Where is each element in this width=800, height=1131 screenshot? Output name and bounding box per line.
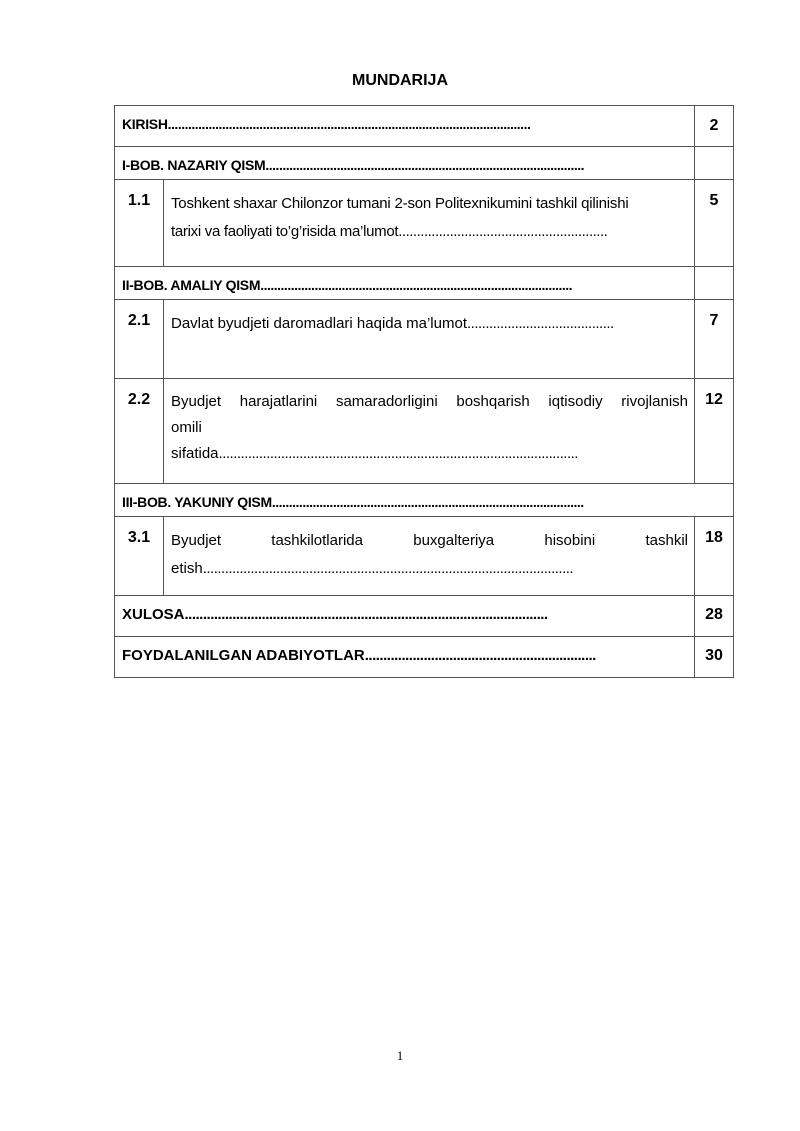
leader-dots: ......................................................... — [398, 223, 608, 240]
leader-dots: ........................................ — [467, 315, 614, 332]
section-line — [171, 441, 688, 467]
leader-dots: ............................................................................................ — [271, 494, 584, 510]
toc-label: FOYDALANILGAN ADABIYOTLAR — [122, 647, 365, 664]
section-text — [164, 300, 695, 379]
section-text-part: Davlat byudjeti daromadlari haqida ma’lumot — [171, 315, 467, 332]
leader-dots: .............................................................................................. — [265, 157, 585, 173]
toc-row-bob2 — [115, 267, 734, 300]
section-line: Toshkent shaxar Chilonzor tumani 2-son Politexnikumini tashkil qilinishi — [171, 195, 629, 212]
toc-row-3-1 — [115, 517, 734, 596]
section-line: Byudjet harajatlarini samaradorligini boshqarish iqtisodiy rivojlanish — [171, 393, 688, 410]
toc-row-bob1 — [115, 147, 734, 180]
toc-entry-bob3 — [115, 484, 734, 517]
toc-entry-bob2 — [115, 267, 695, 300]
section-text-part: sifatida — [171, 445, 219, 462]
section-line: omili — [171, 419, 202, 436]
document-title: MUNDARIJA — [352, 72, 448, 89]
toc-page-kirish: 2 — [695, 106, 734, 147]
section-text — [164, 180, 695, 267]
toc-row-kirish — [115, 106, 734, 147]
section-line — [171, 310, 688, 338]
toc-page-1-1: 5 — [695, 180, 734, 267]
section-number: 2.2 — [115, 379, 164, 484]
leader-dots: ............................................................... — [364, 647, 596, 664]
table-of-contents — [114, 105, 734, 678]
toc-page-bob2 — [695, 267, 734, 300]
toc-row-2-2 — [115, 379, 734, 484]
section-text-part: tarixi va faoliyati to’g’risida ma’lumot — [171, 223, 399, 240]
toc-row-1-1 — [115, 180, 734, 267]
toc-entry-kirish — [115, 106, 695, 147]
leader-dots: ..................................................................................................... — [202, 560, 574, 577]
leader-dots: ............................................................................................ — [260, 277, 573, 293]
toc-row-2-1 — [115, 300, 734, 379]
section-text — [164, 517, 695, 596]
toc-page-adabiyotlar: 30 — [695, 637, 734, 678]
section-text-part: etish — [171, 560, 203, 577]
leader-dots: .................................................................................................. — [218, 445, 578, 462]
section-number: 2.1 — [115, 300, 164, 379]
toc-entry-adabiyotlar — [115, 637, 695, 678]
toc-entry-bob1 — [115, 147, 695, 180]
toc-entry-xulosa — [115, 596, 695, 637]
toc-label: I-BOB. NAZARIY QISM — [122, 157, 266, 173]
section-line: Byudjet tashkilotlarida buxgalteriya hisobini tashkil — [171, 532, 688, 549]
page-number: 1 — [396, 1048, 404, 1063]
section-number: 3.1 — [115, 517, 164, 596]
toc-row-xulosa — [115, 596, 734, 637]
toc-page-2-1: 7 — [695, 300, 734, 379]
toc-row-bob3 — [115, 484, 734, 517]
section-text — [164, 379, 695, 484]
toc-page-2-2: 12 — [695, 379, 734, 484]
section-line — [171, 218, 688, 246]
toc-label: KIRISH — [122, 116, 168, 132]
toc-label: II-BOB. AMALIY QISM — [122, 277, 261, 293]
toc-label: XULOSA — [122, 606, 185, 623]
toc-page-xulosa: 28 — [695, 596, 734, 637]
toc-page-3-1: 18 — [695, 517, 734, 596]
toc-row-adabiyotlar — [115, 637, 734, 678]
toc-page-bob1 — [695, 147, 734, 180]
leader-dots: ................................................................................................... — [184, 606, 548, 623]
section-line — [171, 555, 688, 583]
section-number: 1.1 — [115, 180, 164, 267]
leader-dots: ........................................................................................................... — [167, 116, 531, 132]
toc-label: III-BOB. YAKUNIY QISM — [122, 494, 272, 510]
